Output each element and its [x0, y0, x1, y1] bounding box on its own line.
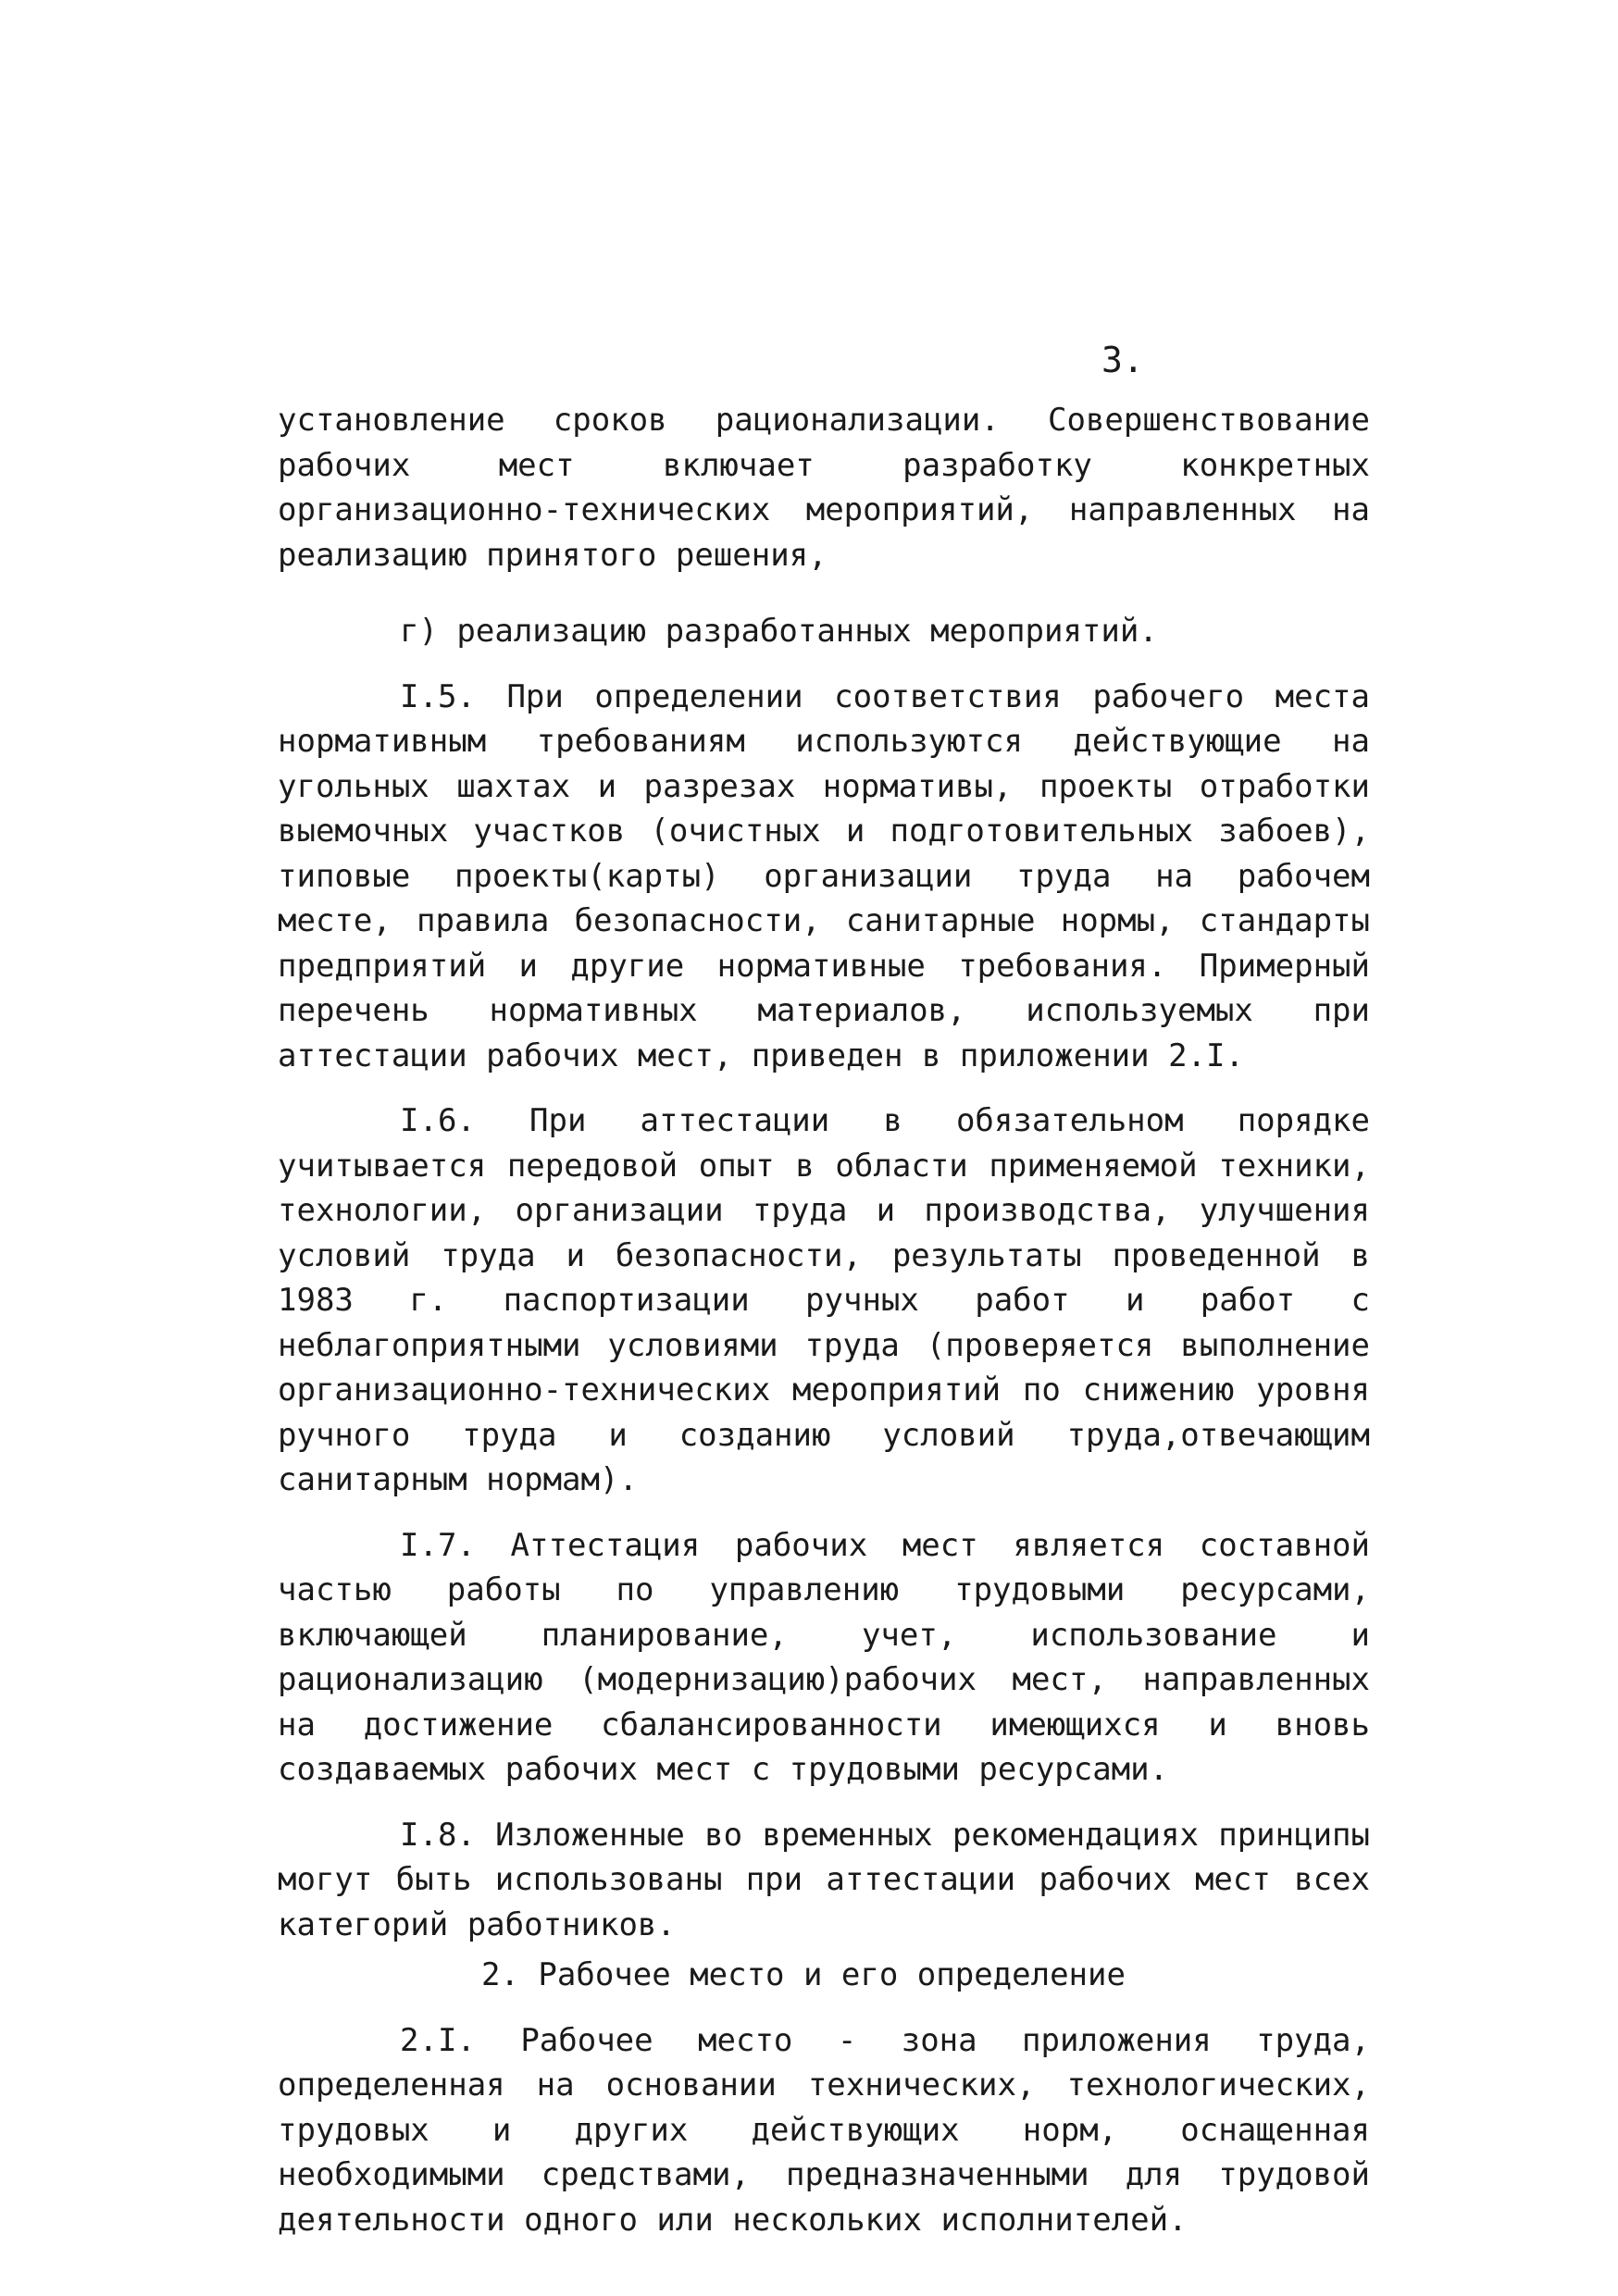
paragraph-rationalization-continuation: установление сроков рационализации. Совершенствование рабочих мест включает разработку конкретных организационно-технических мероприятий, направленных на реализацию принятого решения,: [278, 402, 1370, 574]
paragraph-1-5: I.5. При определении соответствия рабочего места нормативным требованиям используются действующие на угольных шахтах и разрезах нормативы, проекты отработки выемочных участков (очистных и подготовительных забоев), типовые проекты(карты) организации труда на рабочем месте, правила безопасности, санитарные нормы, стандарты предприятий и другие нормативные требования. Примерный перечень нормативных материалов, используемых при аттестации рабочих мест, приведен в приложении 2.I.: [278, 677, 1370, 1074]
page-number: 3.: [1101, 340, 1144, 380]
section-heading: 2. Рабочее место и его определение: [481, 1956, 1126, 1993]
document-body: [278, 398, 1370, 2242]
paragraph-1-8: I.8. Изложенные во временных рекомендациях принципы могут быть использованы при аттестации рабочих мест всех категорий работников.: [278, 1816, 1370, 1943]
paragraph-item-g: г) реализацию разработанных мероприятий.: [400, 613, 1158, 650]
paragraph-1-7: I.7. Аттестация рабочих мест является составной частью работы по управлению трудовыми ресурсами, включающей планирование, учет, использование и рационализацию (модернизацию)рабочих мест, направленных на достижение сбалансированности имеющихся и вновь создаваемых рабочих мест с трудовыми ресурсами.: [278, 1526, 1370, 1788]
paragraph-2-1: 2.I. Рабочее место - зона приложения труда, определенная на основании технических, технологических, трудовых и других действующих норм, оснащенная необходимыми средствами, предназначенными для трудовой деятельности одного или нескольких исполнителей.: [278, 2021, 1370, 2239]
paragraph-1-6: I.6. При аттестации в обязательном порядке учитывается передовой опыт в области применяемой техники, технологии, организации труда и производства, улучшения условий труда и безопасности, результаты проведенной в 1983 г. паспортизации ручных работ и работ с неблагоприятными условиями труда (проверяется выполнение организационно-технических мероприятий по снижению уровня ручного труда и созданию условий труда,отвечающим санитарным нормам).: [278, 1102, 1370, 1498]
